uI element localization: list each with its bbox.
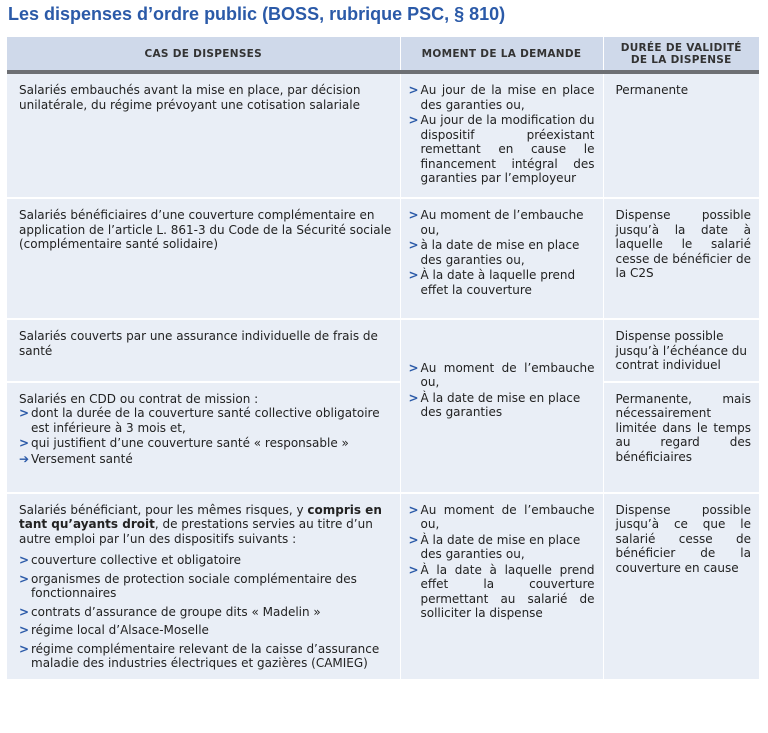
case-item: > contrats d’assurance de groupe dits « Madelin » [19,604,321,619]
moment-item: > À la date à laquelle prend effet la couverture permettant au salarié de solliciter la dispense [408,562,595,620]
duration-text: Dispense possible jusqu’à la date à laquelle le salarié cesse de bénéficier de la C2S [615,208,751,280]
page-title: Les dispenses d’ordre public (BOSS, rubrique PSC, § 810) [8,4,506,24]
bullet-marker: > [408,562,419,577]
case-cell [7,198,400,319]
bullet-marker: > [408,268,419,282]
table-row [7,493,759,679]
bullet-marker: > [19,604,30,619]
moment-cell [400,493,603,679]
case-item: > qui justifient d’une couverture santé « responsable » [19,436,349,450]
table-row [7,382,759,493]
case-text: Salariés couverts par une assurance individuelle de frais de santé [19,329,378,358]
header-cas-de-dispenses: CAS DE DISPENSES [7,37,400,72]
case-text-bold: compris en tant qu’ayants droit [19,502,382,531]
bullet-marker: > [408,113,419,127]
moment-item: > à la date de mise en place des garanties ou, [408,238,580,267]
bullet-marker: > [408,360,419,375]
duration-text: Dispense possible jusqu’à l’échéance du contrat individuel [615,329,747,372]
duration-text: Permanente, mais nécessairement limitée dans le temps au regard des bénéficiaires [615,391,751,464]
bullet-marker: > [19,623,30,637]
moment-item: > Au moment de l’embauche ou, [408,502,595,531]
header-duree-line1: DURÉE DE VALIDITÉ [620,41,742,54]
bullet-marker: > [408,83,419,97]
moment-item: > À la date à laquelle prend effet la couverture [408,268,576,297]
case-item: > couverture collective et obligatoire [19,553,241,567]
case-cell [7,382,400,493]
moment-item: > Au jour de la modification du dispositif préexistant remettant en cause le financement intégral des garanties par l’employeur [408,113,595,185]
bullet-marker: > [408,532,419,547]
table-row [7,198,759,319]
bullet-marker: > [408,390,419,405]
bullet-marker: > [19,436,30,450]
moment-item: > Au moment de l’embauche ou, [408,360,595,390]
bullet-marker: > [19,406,30,420]
duration-cell [603,493,759,679]
case-text: Salariés en CDD ou contrat de mission : [19,391,259,406]
dispenses-table [7,37,759,679]
duration-cell [603,72,759,198]
arrow-icon: ➔ [19,451,30,466]
duration-text: Permanente [615,83,689,97]
moment-cell [400,198,603,319]
case-text: Salariés bénéficiant, pour les mêmes risques, y compris en tant qu’ayants droit, de prestations servies au titre d’un autre emploi par l’un des dispositifs suivants : [19,502,382,546]
duration-cell [603,319,759,382]
bullet-marker: > [408,502,419,517]
case-arrow-item: ➔ Versement santé [19,451,133,466]
table-header-row [7,37,759,72]
case-cell [7,493,400,679]
case-text: Salariés embauchés avant la mise en place, par décision unilatérale, du régime prévoyant une cotisation salariale [19,83,361,112]
moment-item: > Au moment de l’embauche ou, [408,208,584,237]
moment-item: > À la date de mise en place des garanties ou, [408,532,581,561]
moment-item: > Au jour de la mise en place des garanties ou, [408,83,595,112]
table-row [7,319,759,382]
table-row [7,72,759,198]
duration-cell [603,382,759,493]
bullet-marker: > [408,208,419,222]
duration-text: Dispense possible jusqu’à ce que le salarié cesse de bénéficier de la couverture en cause [615,502,751,575]
duration-cell [603,198,759,319]
bullet-marker: > [408,238,419,252]
case-item: > régime local d’Alsace-Moselle [19,623,209,637]
moment-item: > À la date de mise en place des garanties [408,390,581,420]
header-moment-de-la-demande: MOMENT DE LA DEMANDE [400,37,603,72]
case-text: Salariés bénéficiaires d’une couverture complémentaire en application de l’article L. 861-3 du Code de la Sécurité sociale (complémentaire santé solidaire) [19,208,392,251]
case-item: > dont la durée de la couverture santé collective obligatoire est inférieure à 3 mois et, [19,406,380,435]
bullet-marker: > [19,553,30,567]
moment-cell [400,72,603,198]
case-cell [7,72,400,198]
case-item: > régime complémentaire relevant de la caisse d’assurance maladie des industries électriques et gazières (CAMIEG) [19,641,380,670]
case-item: > organismes de protection sociale complémentaire des fonctionnaires [19,571,357,600]
bullet-marker: > [19,641,30,656]
moment-cell [400,319,603,493]
header-duree-line2: DE LA DISPENSE [630,53,732,66]
case-cell [7,319,400,382]
bullet-marker: > [19,571,30,586]
header-duree-de-validite [603,37,759,72]
